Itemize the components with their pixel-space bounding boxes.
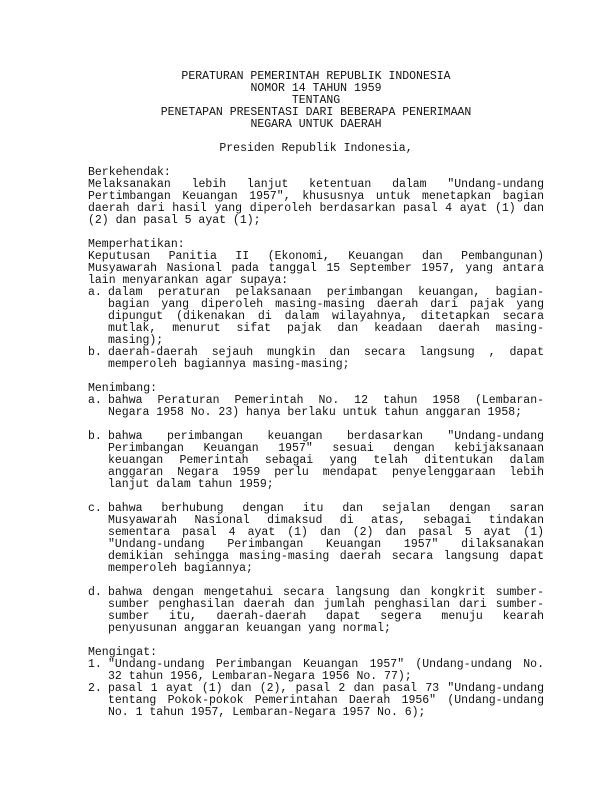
- section-menimbang: [88, 383, 544, 635]
- list-item-line: No. 1 tahun 1957, Lembaran-Negara 1957 No. 6);: [108, 706, 426, 719]
- list-item-line: daerah-daerah sejauh mungkin dan secara langsung , dapat: [108, 346, 544, 359]
- list-item-line: bahwa perimbangan keuangan berdasarkan "Undang-undang: [108, 430, 544, 443]
- president-line: Presiden Republik Indonesia,: [219, 142, 413, 155]
- list-item-line: lanjut dalam tahun 1959;: [108, 478, 274, 491]
- list-item-line: tentang Pokok-pokok Pemerintahan Daerah 1956" (Undang-undang: [108, 694, 544, 707]
- paragraph-line: Pertimbangan Keuangan 1957", khususnya untuk menetapkan bagian: [88, 190, 544, 203]
- list-item: [88, 287, 544, 347]
- paragraph-line: daerah dari hasil yang diperoleh berdasarkan pasal 4 ayat (1) dan: [88, 202, 544, 215]
- list-item-line: Perimbangan Keuangan 1957" sesuai dengan kebijaksanaan: [108, 442, 544, 455]
- section-heading: Memperhatikan:: [88, 238, 185, 251]
- title-line: NOMOR 14 TAHUN 1959: [250, 82, 382, 95]
- list-item: [88, 659, 544, 683]
- list-item: [88, 503, 544, 575]
- list-item-line: Musyawarah Nasional dimaksud di atas, sebagai tindakan: [108, 514, 544, 527]
- paragraph-line: (2) dan pasal 5 ayat (1);: [88, 214, 261, 227]
- list-marker: b.: [88, 346, 102, 359]
- list-item: [88, 347, 544, 371]
- list-item: [88, 587, 544, 635]
- list-item-line: anggaran Negara 1959 perlu mendapat penyelenggaraan lebih: [108, 466, 544, 479]
- list-item: [88, 395, 544, 419]
- list-marker: d.: [88, 586, 102, 599]
- list-item-line: memperoleh bagiannya;: [108, 562, 253, 575]
- paragraph-line: Melaksanakan lebih lanjut ketentuan dalam "Undang-undang: [88, 178, 544, 191]
- list-item: [88, 431, 544, 491]
- list-marker: 2.: [88, 682, 102, 695]
- list-marker: a.: [88, 286, 102, 299]
- title-line: TENTANG: [291, 94, 341, 107]
- paragraph-line: Keputusan Panitia II (Ekonomi, Keuangan dan Pembangunan): [88, 250, 544, 263]
- document-title: [88, 71, 544, 131]
- title-line: PERATURAN PEMERINTAH REPUBLIK INDONESIA: [181, 70, 451, 83]
- list-item-line: bahwa dengan mengetahui secara langsung dan kongkrit sumber-: [108, 586, 544, 599]
- list-marker: 1.: [88, 658, 102, 671]
- section-heading: Berkehendak:: [88, 166, 171, 179]
- paragraph-line: lain menyarankan agar supaya:: [88, 274, 289, 287]
- document-body: [88, 155, 544, 719]
- title-line: NEGARA UNTUK DAERAH: [250, 118, 382, 131]
- list-item-line: memperoleh bagiannya masing-masing;: [108, 358, 350, 371]
- list-marker: c.: [88, 502, 102, 515]
- list-item-line: penyusunan anggaran keuangan yang normal;: [108, 622, 391, 635]
- document-page: [88, 71, 544, 719]
- list-item-line: 32 tahun 1956, Lembaran-Negara 1956 No. 77);: [108, 670, 412, 683]
- section-heading: Mengingat:: [88, 646, 158, 659]
- list-item-line: keuangan Pemerintah sebagai yang telah ditentukan dalam: [108, 454, 544, 467]
- title-line: PENETAPAN PRESENTASI DARI BEBERAPA PENERIMAAN: [160, 106, 472, 119]
- list-marker: b.: [88, 430, 102, 443]
- list-item-line: sumber itu, daerah-daerah dapat segera menuju kearah: [108, 610, 544, 623]
- section-berkehendak: [88, 167, 544, 227]
- list-item-line: dipungut (dikenakan di dalam wilayahnya, ditetapkan secara: [108, 310, 544, 323]
- list-item-line: bahwa Peraturan Pemerintah No. 12 tahun 1958 (Lembaran-: [108, 394, 544, 407]
- list-item-line: sementara pasal 4 ayat (1) dan (2) dan pasal 5 ayat (1): [108, 526, 544, 539]
- list-item-line: "Undang-undang Perimbangan Keuangan 1957" (Undang-undang No.: [108, 658, 544, 671]
- list-item-line: "Undang-undang Perimbangan Keuangan 1957" dilaksanakan: [108, 538, 544, 551]
- list-item-line: bahwa berhubung dengan itu dan sejalan dengan saran: [108, 502, 544, 515]
- list-item-line: dalam peraturan pelaksanaan perimbangan keuangan, bagian-: [108, 286, 544, 299]
- list-item-line: demikian sehingga masing-masing daerah secara langsung dapat: [108, 550, 544, 563]
- paragraph-line: Musyawarah Nasional pada tanggal 15 September 1957, yang antara: [88, 262, 544, 275]
- list-item-line: Negara 1958 No. 23) hanya berlaku untuk tahun anggaran 1958;: [108, 406, 523, 419]
- list-item-line: sumber penghasilan daerah dan jumlah penghasilan dari sumber-: [108, 598, 544, 611]
- list-item-line: pasal 1 ayat (1) dan (2), pasal 2 dan pasal 73 "Undang-undang: [108, 682, 544, 695]
- list-item-line: bagian yang diperoleh masing-masing daerah dari pajak yang: [108, 298, 544, 311]
- list-item-line: masing);: [108, 334, 164, 347]
- section-memperhatikan: [88, 239, 544, 371]
- list-marker: a.: [88, 394, 102, 407]
- list-item-line: mutlak, menurut sifat pajak dan keadaan daerah masing-: [108, 322, 544, 335]
- list-item: [88, 683, 544, 719]
- section-mengingat: [88, 647, 544, 719]
- section-heading: Menimbang:: [88, 382, 158, 395]
